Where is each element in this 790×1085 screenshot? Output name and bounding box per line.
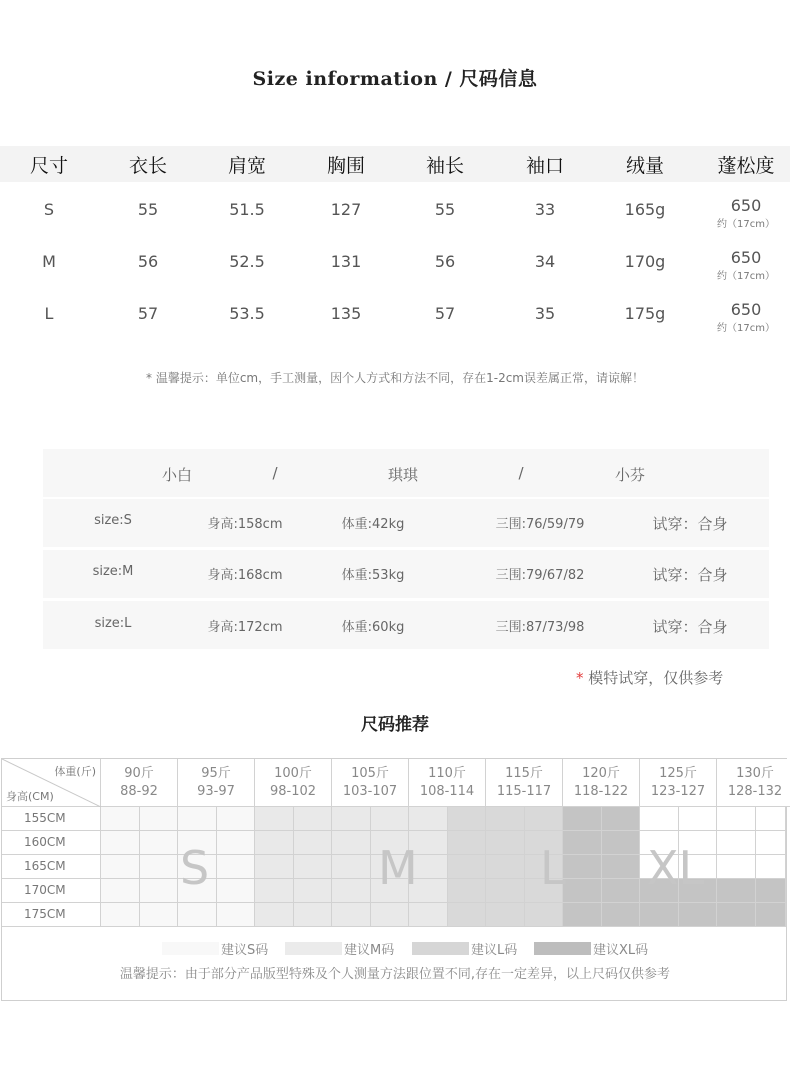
weight-jin: 120斤 <box>582 766 620 781</box>
weight-range: 103-107 <box>342 784 398 799</box>
model-header-cell: 小芬 <box>614 466 645 484</box>
grid-cell <box>101 807 140 831</box>
size-header-cell: 蓬松度 <box>717 155 775 177</box>
grid-cell <box>448 903 487 927</box>
size-cell: 56 <box>434 252 456 271</box>
size-header-cell: 尺寸 <box>29 155 68 177</box>
model-cell: 身高:172cm <box>207 620 283 635</box>
height-label-cell <box>2 855 101 879</box>
weight-jin: 95斤 <box>201 766 231 781</box>
corner-weight-label: 体重(斤) <box>54 765 96 778</box>
grid-cell <box>101 879 140 903</box>
size-cell: 131 <box>330 252 362 271</box>
size-cell: 53.5 <box>229 304 265 323</box>
model-note <box>576 667 723 688</box>
grid-cell <box>294 879 333 903</box>
grid-cell <box>486 807 525 831</box>
grid-cell <box>294 903 333 927</box>
height-label: 175CM <box>24 907 66 921</box>
grid-cell <box>486 855 525 879</box>
weight-jin: 115斤 <box>505 766 543 781</box>
grid-cell <box>602 879 641 903</box>
legend-swatch-xl <box>534 942 591 955</box>
weight-jin: 100斤 <box>274 766 312 781</box>
grid-cell <box>101 903 140 927</box>
size-header-cell: 肩宽 <box>227 155 266 177</box>
model-cell: 三围:76/59/79 <box>495 517 585 532</box>
height-label: 170CM <box>24 883 66 897</box>
grid-cell <box>332 807 371 831</box>
recommendation-title: 尺码推荐 <box>361 715 429 735</box>
corner-cell <box>2 759 101 807</box>
model-cell: 体重:53kg <box>341 568 405 583</box>
model-note-text: 模特试穿，仅供参考 <box>588 669 724 687</box>
weight-range: 115-117 <box>496 784 552 799</box>
size-cell: 57 <box>434 304 456 323</box>
weight-jin: 105斤 <box>351 766 389 781</box>
corner-height-label: 身高(CM) <box>6 790 54 803</box>
fluff-note: 约（17cm） <box>717 271 775 282</box>
size-cell: 51.5 <box>229 200 265 219</box>
height-label: 155CM <box>24 811 66 825</box>
legend-label-m: 建议M码 <box>344 943 395 958</box>
grid-cell <box>294 807 333 831</box>
weight-range: 128-132 <box>727 784 783 799</box>
size-note: * 温馨提示：单位cm，手工测量，因个人方式和方法不同，存在1-2cm误差属正常，请谅解！ <box>146 371 644 385</box>
grid-cell <box>448 807 487 831</box>
grid-cell <box>756 831 787 855</box>
weight-header-cell <box>101 759 178 807</box>
grid-cell <box>332 879 371 903</box>
grid-cell <box>563 855 602 879</box>
size-cell: 52.5 <box>229 252 265 271</box>
fluff-value: 650 <box>730 300 762 319</box>
grid-cell <box>140 831 179 855</box>
grid-cell <box>217 903 256 927</box>
legend-swatch-m <box>285 942 342 955</box>
grid-cell <box>332 831 371 855</box>
grid-cell <box>255 855 294 879</box>
weight-jin: 125斤 <box>659 766 697 781</box>
height-label: 160CM <box>24 835 66 849</box>
grid-cell <box>756 855 787 879</box>
recommendation-note: 温馨提示：由于部分产品版型特殊及个人测量方法跟位置不同,存在一定差异，以上尺码仅供参考 <box>119 967 671 982</box>
size-cell: 165g <box>624 200 666 219</box>
weight-range: 98-102 <box>269 784 317 799</box>
height-label-cell <box>2 879 101 903</box>
height-label-cell <box>2 903 101 927</box>
fluff-note: 约（17cm） <box>717 323 775 334</box>
grid-cell <box>486 831 525 855</box>
size-cell: 135 <box>330 304 362 323</box>
grid-cell <box>255 807 294 831</box>
size-cell: 127 <box>330 200 362 219</box>
legend-label-s: 建议S码 <box>221 943 269 958</box>
grid-cell <box>255 831 294 855</box>
page-title: Size information / 尺码信息 <box>252 68 538 90</box>
fluff-note: 约（17cm） <box>717 219 775 230</box>
legend-swatch-l <box>412 942 469 955</box>
weight-range: 93-97 <box>197 784 235 799</box>
weight-header-cell <box>178 759 255 807</box>
model-cell: size:L <box>94 616 132 631</box>
grid-cell <box>525 903 564 927</box>
grid-cell <box>255 879 294 903</box>
grid-cell <box>486 903 525 927</box>
grid-cell <box>101 855 140 879</box>
size-cell: 170g <box>624 252 666 271</box>
grid-cell <box>217 807 256 831</box>
weight-range: 108-114 <box>419 784 475 799</box>
legend-swatch-s <box>162 942 219 955</box>
grid-cell <box>294 855 333 879</box>
recommendation-chart <box>1 758 787 1001</box>
size-cell: 34 <box>534 252 556 271</box>
grid-cell <box>525 807 564 831</box>
size-header-cell: 绒量 <box>625 155 664 177</box>
size-cell: 175g <box>624 304 666 323</box>
model-cell: 身高:168cm <box>207 568 283 583</box>
grid-cell <box>332 855 371 879</box>
grid-cell <box>563 807 602 831</box>
weight-range: 118-122 <box>573 784 629 799</box>
legend-label-xl: 建议XL码 <box>593 943 649 958</box>
grid-cell <box>717 855 756 879</box>
weight-header-cell <box>563 759 640 807</box>
model-header-cell: 琪琪 <box>387 466 418 484</box>
weight-header-cell <box>409 759 486 807</box>
height-label-cell <box>2 831 101 855</box>
grid-cell <box>217 879 256 903</box>
grid-cell <box>756 879 787 903</box>
grid-cell <box>101 831 140 855</box>
grid-cell <box>717 831 756 855</box>
grid-cell <box>756 807 787 831</box>
grid-cell <box>717 807 756 831</box>
grid-cell <box>448 831 487 855</box>
grid-cell <box>140 855 179 879</box>
grid-cell <box>217 855 256 879</box>
grid-cell <box>178 807 217 831</box>
model-cell: size:M <box>92 564 134 579</box>
size-table-header <box>0 146 790 182</box>
legend-label-l: 建议L码 <box>471 943 518 958</box>
grid-cell <box>140 879 179 903</box>
grid-cell <box>602 903 641 927</box>
weight-header-cell <box>486 759 563 807</box>
grid-cell <box>717 879 756 903</box>
size-cell: 33 <box>534 200 556 219</box>
model-cell: size:S <box>94 513 132 528</box>
weight-jin: 110斤 <box>428 766 466 781</box>
model-cell: 体重:42kg <box>341 517 405 532</box>
grid-cell <box>448 855 487 879</box>
grid-cell <box>294 831 333 855</box>
grid-cell <box>563 903 602 927</box>
model-cell: 身高:158cm <box>207 517 283 532</box>
grid-cell <box>756 903 787 927</box>
grid-cell <box>409 903 448 927</box>
size-cell: 35 <box>534 304 556 323</box>
size-cell: S <box>43 200 55 219</box>
size-zone-label: L <box>540 841 566 895</box>
weight-header-cell <box>255 759 332 807</box>
weight-jin: 90斤 <box>124 766 154 781</box>
grid-cell <box>371 807 410 831</box>
height-label-cell <box>2 807 101 831</box>
grid-cell <box>178 903 217 927</box>
size-cell: 55 <box>434 200 456 219</box>
grid-cell <box>679 807 718 831</box>
model-header-cell: / <box>272 464 278 482</box>
grid-cell <box>717 903 756 927</box>
weight-range: 88-92 <box>120 784 158 799</box>
grid-cell <box>332 903 371 927</box>
fluff-value: 650 <box>730 196 762 215</box>
size-header-cell: 袖口 <box>525 155 564 177</box>
model-cell: 试穿：合身 <box>652 515 728 533</box>
size-cell: 55 <box>137 200 159 219</box>
grid-cell <box>602 831 641 855</box>
grid-cell <box>409 807 448 831</box>
grid-cell <box>140 807 179 831</box>
model-cell: 三围:87/73/98 <box>495 620 585 635</box>
grid-cell <box>448 879 487 903</box>
grid-cell <box>602 807 641 831</box>
grid-cell <box>563 879 602 903</box>
height-label: 165CM <box>24 859 66 873</box>
weight-jin: 130斤 <box>736 766 774 781</box>
model-header-cell: 小白 <box>161 466 192 484</box>
model-header-cell: / <box>518 464 524 482</box>
size-header-cell: 胸围 <box>326 155 365 177</box>
model-cell: 试穿：合身 <box>652 566 728 584</box>
grid-cell <box>140 903 179 927</box>
grid-cell <box>679 903 718 927</box>
weight-header-cell <box>640 759 717 807</box>
size-cell: L <box>44 304 54 323</box>
size-cell: M <box>42 252 56 271</box>
grid-cell <box>640 903 679 927</box>
grid-cell <box>255 903 294 927</box>
grid-cell <box>371 903 410 927</box>
model-cell: 体重:60kg <box>341 620 405 635</box>
weight-header-cell <box>717 759 790 807</box>
grid-cell <box>563 831 602 855</box>
size-zone-label: S <box>180 841 210 895</box>
weight-header-cell <box>332 759 409 807</box>
model-cell: 试穿：合身 <box>652 618 728 636</box>
size-zone-label: XL <box>647 841 705 895</box>
size-zone-label: M <box>378 841 418 895</box>
size-header-cell: 衣长 <box>128 155 167 177</box>
model-cell: 三围:79/67/82 <box>495 568 585 583</box>
grid-cell <box>602 855 641 879</box>
size-cell: 57 <box>137 304 159 323</box>
weight-range: 123-127 <box>650 784 706 799</box>
grid-cell <box>486 879 525 903</box>
fluff-value: 650 <box>730 248 762 267</box>
grid-cell <box>640 807 679 831</box>
grid-cell <box>217 831 256 855</box>
size-cell: 56 <box>137 252 159 271</box>
note-star: * <box>576 669 584 687</box>
size-header-cell: 袖长 <box>425 155 464 177</box>
